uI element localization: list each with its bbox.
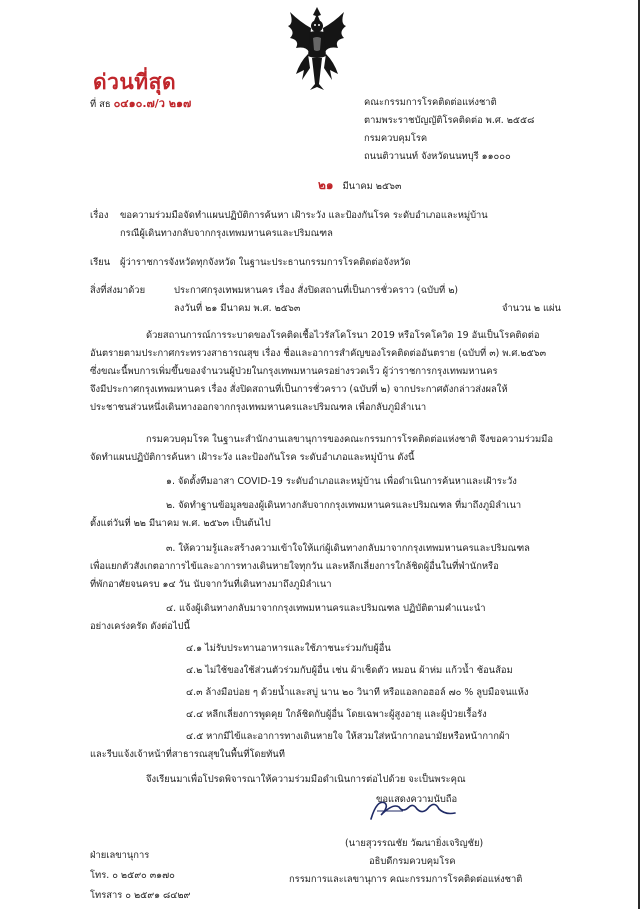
sender-line-2: ตามพระราชบัญญัติโรคติดต่อ พ.ศ. ๒๕๕๘	[364, 115, 535, 126]
handwritten-signature	[363, 793, 463, 825]
sender-line-1: คณะกรรมการโรคติดต่อแห่งชาติ	[364, 97, 497, 108]
item-2-line-1: ๒. จัดทำฐานข้อมูลของผู้เดินทางกลับจากกรุงเทพมหานครและปริมณฑล ที่มาถึงภูมิลำเนา	[166, 500, 522, 511]
reference-number	[90, 98, 191, 110]
para2-line-1: กรมควบคุมโรค ในฐานะสำนักงานเลขานุการของคณะกรรมการโรคติดต่อแห่งชาติ จึงขอความร่วมมือ	[146, 434, 553, 445]
subject-label: เรื่อง	[90, 210, 109, 221]
enclosure-label: สิ่งที่ส่งมาด้วย	[90, 285, 146, 296]
sub-item-4-5-line-1: ๔.๕ หากมีไข้และอาการทางเดินหายใจ ให้สวมใส่หน้ากากอนามัยหรือหน้ากากผ้า	[186, 731, 510, 742]
item-3-line-1: ๓. ให้ความรู้และสร้างความเข้าใจให้แก่ผู้เดินทางกลับมาจากกรุงเทพมหานครและปริมณฑล	[166, 543, 530, 554]
date-month-year: มีนาคม ๒๕๖๓	[342, 181, 402, 192]
item-1: ๑. จัดตั้งทีมอาสา COVID-19 ระดับอำเภอและหมู่บ้าน เพื่อดำเนินการค้นหาและเฝ้าระวัง	[166, 476, 517, 487]
footer-department: ฝ่ายเลขานุการ	[90, 850, 150, 861]
reference-code: ๐๔๑๐.๗/ว ๒๑๗	[113, 97, 192, 110]
garuda-emblem-icon	[282, 4, 352, 94]
signer-title-2: กรรมการและเลขานุการ คณะกรรมการโรคติดต่อแห่งชาติ	[289, 874, 523, 885]
signer-title-1: อธิบดีกรมควบคุมโรค	[369, 856, 456, 867]
enclosure-count: จำนวน ๒ แผ่น	[502, 303, 561, 314]
sub-item-4-2: ๔.๒ ไม่ใช้ของใช้ส่วนตัวร่วมกับผู้อื่น เช่น ผ้าเช็ดตัว หมอน ผ้าห่ม แก้วน้ำ ช้อนส้อม	[186, 665, 513, 676]
para1-line-4: จึงมีประกาศกรุงเทพมหานคร เรื่อง สั่งปิดสถานที่เป็นการชั่วคราว (ฉบับที่ ๒) จากประกาศดังกล่าวส่งผลให้	[90, 384, 508, 395]
closing-sentence: จึงเรียนมาเพื่อโปรดพิจารณาให้ความร่วมมือดำเนินการต่อไปด้วย จะเป็นพระคุณ	[146, 774, 466, 785]
para1-line-1: ด้วยสถานการณ์การระบาดของโรคติดเชื้อไวรัสโคโรนา 2019 หรือโรคโควิด 19 อันเป็นโรคติดต่อ	[146, 330, 540, 341]
salutation: ขอแสดงความนับถือ	[376, 794, 458, 805]
recipient-text: ผู้ว่าราชการจังหวัดทุกจังหวัด ในฐานะประธานกรรมการโรคติดต่อจังหวัด	[120, 257, 411, 268]
sub-item-4-3: ๔.๓ ล้างมือบ่อย ๆ ด้วยน้ำและสบู่ นาน ๒๐ วินาที หรือแอลกอฮอล์ ๗๐ % ลูบมือจนแห้ง	[186, 687, 529, 698]
item-3-line-3: ที่พักอาศัยจนครบ ๑๔ วัน นับจากวันที่เดินทางมาถึงภูมิลำเนา	[90, 579, 332, 590]
date-day: ๒๑	[318, 178, 334, 192]
para1-line-2: อันตรายตามประกาศกระทรวงสาธารณสุข เรื่อง ชื่อและอาการสำคัญของโรคติดต่ออันตราย (ฉบับที่ ๓) พ.ศ.๒๕๖๓	[90, 348, 546, 359]
sub-item-4-5-line-2: และรีบแจ้งเจ้าหน้าที่สาธารณสุขในพื้นที่โดยทันที	[90, 749, 285, 760]
enclosure-line-1: ประกาศกรุงเทพมหานคร เรื่อง สั่งปิดสถานที่เป็นการชั่วคราว (ฉบับที่ ๒)	[174, 285, 459, 296]
reference-prefix: ที่ สธ	[90, 99, 111, 110]
item-4-line-2: อย่างเคร่งครัด ดังต่อไปนี้	[90, 621, 190, 632]
para1-line-3: ซึ่งขณะนี้พบการเพิ่มขึ้นของจำนวนผู้ป่วยในกรุงเทพมหานครอย่างรวดเร็ว ผู้ว่าราชการกรุงเทพมหานคร	[90, 366, 498, 377]
signer-name: (นายสุวรรณชัย วัฒนายิ่งเจริญชัย)	[345, 838, 484, 849]
sender-line-4: ถนนติวานนท์ จังหวัดนนทบุรี ๑๑๐๐๐	[364, 151, 511, 162]
sender-line-3: กรมควบคุมโรค	[364, 133, 428, 144]
footer-fax: โทรสาร ๐ ๒๕๙๑ ๘๔๒๙	[90, 890, 191, 901]
item-3-line-2: เพื่อแยกตัวสังเกตอาการไข้และอาการทางเดินหายใจทุกวัน และหลีกเลี่ยงการใกล้ชิดผู้อื่นในที่พำนักหรือ	[90, 561, 499, 572]
para1-line-5: ประชาชนส่วนหนึ่งเดินทางออกจากกรุงเทพมหานครและปริมณฑล เพื่อกลับภูมิลำเนา	[90, 402, 427, 413]
recipient-label: เรียน	[90, 257, 111, 268]
subject-line-1: ขอความร่วมมือจัดทำแผนปฏิบัติการค้นหา เฝ้าระวัง และป้องกันโรค ระดับอำเภอและหมู่บ้าน	[120, 210, 488, 221]
enclosure-line-2: ลงวันที่ ๒๑ มีนาคม พ.ศ. ๒๕๖๓	[174, 303, 301, 314]
footer-telephone: โทร. ๐ ๒๕๙๐ ๓๑๗๐	[90, 870, 175, 881]
sub-item-4-4: ๔.๔ หลีกเลี่ยงการพูดคุย ใกล้ชิดกับผู้อื่น โดยเฉพาะผู้สูงอายุ และผู้ป่วยเรื้อรัง	[186, 709, 487, 720]
subject-line-2: กรณีผู้เดินทางกลับจากกรุงเทพมหานครและปริมณฑล	[120, 228, 333, 239]
item-4-line-1: ๔. แจ้งผู้เดินทางกลับมาจากกรุงเทพมหานครและปริมณฑล ปฏิบัติตามคำแนะนำ	[166, 603, 486, 614]
letter-date	[318, 180, 401, 192]
urgent-stamp: ด่วนที่สุด	[93, 70, 177, 94]
sub-item-4-1: ๔.๑ ไม่รับประทานอาหารและใช้ภาชนะร่วมกับผู้อื่น	[186, 643, 391, 654]
para2-line-2: จัดทำแผนปฏิบัติการค้นหา เฝ้าระวัง และป้องกันโรค ระดับอำเภอและหมู่บ้าน ดังนี้	[90, 452, 415, 463]
item-2-line-2: ตั้งแต่วันที่ ๒๒ มีนาคม พ.ศ. ๒๕๖๓ เป็นต้นไป	[90, 518, 271, 529]
